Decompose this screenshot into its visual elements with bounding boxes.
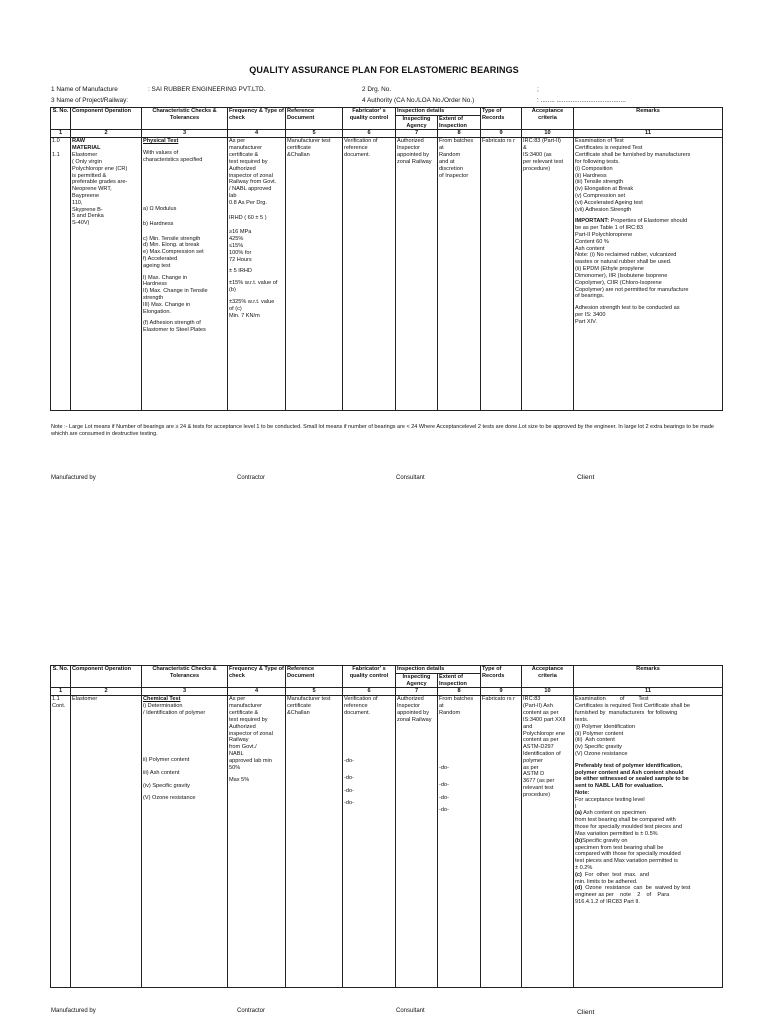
reference-cell (286, 696, 343, 988)
remarks-line: Certificates is required Test (575, 145, 643, 152)
remarks-line: tests. (575, 716, 589, 723)
col-number: 2 (71, 130, 142, 138)
frequency-line: certificate & (229, 710, 259, 717)
remarks-line: (iv) Elongation at Break (575, 186, 634, 193)
records-cell (481, 696, 522, 988)
frequency-line: Authorized (229, 165, 256, 172)
remarks-cell (574, 138, 723, 411)
component-line: preferable grades are- (72, 179, 128, 186)
col-head-acceptance: Acceptance criteria (522, 666, 574, 688)
col-number: 11 (574, 130, 723, 138)
characteristic-line: III) Max. Change in (143, 301, 191, 308)
acceptance-line: IRC:83 (Part-II) (523, 138, 561, 145)
extent-line: discretion (439, 165, 463, 172)
sno: 1.1 (52, 696, 60, 703)
col-number: 3 (142, 130, 228, 138)
frequency-line: inspector of zonal (229, 172, 273, 179)
signature-client: Client (577, 474, 595, 481)
agency-line: Authorized (397, 138, 424, 145)
remarks-line: Part XIV. (575, 318, 597, 325)
extent-do: -do- (439, 807, 449, 814)
remarks-item-b-text: Specific gravity on (582, 837, 628, 844)
col-head-inspection: Inspection details (396, 108, 481, 116)
remarks-line: ± 0.2% (575, 864, 593, 871)
component-line: ( Only virgin (72, 158, 102, 165)
agency-cell (396, 696, 438, 988)
characteristic-line: II) Max. Change in Tensile (143, 288, 208, 295)
authority-value: : ........ ....................................... (537, 97, 626, 104)
remarks-line: Note: (i) No reclaimed rubber, vulcanized (575, 252, 677, 259)
component-line: 5 and Denka (72, 213, 104, 220)
frequency-line: ≤15% (229, 243, 244, 249)
characteristic-line: Elongation. (143, 308, 171, 315)
remarks-bold-line: Note: (575, 790, 590, 796)
remarks-line: (V) Ozone resistance (575, 750, 628, 757)
col-head-sno: S. No. (51, 108, 71, 130)
component-line: is permitted & (72, 172, 107, 179)
frequency-cell (228, 138, 286, 411)
reference-line: &Challan (287, 152, 310, 159)
component-line: Elastomer (72, 152, 98, 159)
remarks-line: (iv) Specific gravity (575, 744, 622, 751)
characteristic-line: strength (143, 295, 164, 301)
extent-line: and at (439, 158, 455, 165)
reference-line: certificate (287, 145, 311, 152)
signature-contractor: Contractor (237, 1008, 266, 1014)
reference-line: &Challan (287, 710, 310, 717)
component-cell (71, 138, 142, 411)
acceptance-line: Identification of (523, 750, 561, 757)
col-number: 6 (343, 688, 396, 696)
remarks-line: (ii) Polymer content (575, 730, 624, 737)
frequency-line: 425% (229, 236, 244, 243)
remarks-line: Examination of Test (575, 696, 649, 703)
acceptance-line: IS:3400 (as (523, 152, 552, 159)
remarks-line (575, 885, 721, 892)
acceptance-line: procedure) (523, 791, 551, 798)
frequency-line: / NABL approved (229, 186, 272, 193)
reference-line: Manufacturer test (287, 696, 331, 703)
project-label: 3 Name of Project/Railway: (51, 97, 129, 104)
col-head-fabricator: Fabricator’ s quality control (343, 108, 396, 130)
remarks-item-c-text: For other test max. and (581, 871, 649, 878)
col-head-sno: S. No. (51, 666, 71, 688)
characteristic-line: i) Determination (143, 703, 183, 710)
fabricator-line: Verification of (344, 696, 378, 703)
remarks-line: of bearings. (575, 293, 605, 300)
characteristic-line: b) Hardness (143, 220, 174, 227)
extent-line: of Inspector (439, 172, 469, 179)
remarks-bold-line: sent to NABL LAB for evaluation. (575, 783, 664, 790)
col-number: 9 (481, 130, 522, 138)
agency-line: zonal Railway (397, 158, 432, 165)
agency-line: Inspector (397, 703, 421, 710)
drawing-no-value: ; (537, 86, 539, 93)
remarks-line: (ii) EPDM (Ethyle propylene (575, 266, 645, 273)
acceptance-line: content as per (523, 710, 559, 717)
fabricator-cell (343, 696, 396, 988)
remarks-bold-line: Preferably test of polymer identification, (575, 762, 682, 769)
extent-do: -do- (439, 764, 449, 771)
agency-line: zonal Railway (397, 716, 432, 723)
acceptance-line: procedure) (523, 165, 551, 172)
characteristic-line: (iv) Specific gravity (143, 782, 190, 789)
remarks-bold-line: polymer content and Ash content should (575, 769, 684, 776)
acceptance-line: as per (523, 764, 539, 771)
col-number: 1 (51, 688, 71, 696)
remarks-line (575, 838, 721, 845)
frequency-line: 72 Hours (229, 256, 252, 263)
signature-consultant: Consultant (396, 475, 425, 481)
frequency-line: lab (229, 192, 237, 199)
col-head-component: Component Operation (71, 108, 142, 130)
col-head-acceptance: Acceptance criteria (522, 108, 574, 130)
col-number: 4 (228, 130, 286, 138)
records-text: Fabricato rs r (482, 696, 515, 703)
remarks-line: (ii) Hardness (575, 172, 607, 179)
signature-consultant: Consultant (396, 1008, 425, 1014)
component-cell (71, 696, 142, 988)
acceptance-line: relevant test (523, 785, 554, 791)
acceptance-line: IRC:83 (523, 696, 541, 703)
frequency-line: ±15% w.r.t. value of (229, 280, 278, 287)
col-number: 5 (286, 130, 343, 138)
acceptance-line: ASTM-D297 (523, 744, 554, 751)
component-line: Skyprene B- (72, 206, 103, 213)
remarks-line: Content 60 % (575, 238, 609, 245)
remarks-line (575, 810, 721, 817)
characteristic-line: characteristics specified (143, 157, 203, 164)
remarks-line: Dimonomer), IIR (Isobutene Isoprene (575, 272, 668, 279)
reference-cell (286, 138, 343, 411)
frequency-line: test required by (229, 716, 268, 723)
extent-do: -do- (439, 781, 449, 788)
remarks-line: Copolymer), CIIR (Chloro-Isoprene (575, 279, 662, 286)
signature-manufactured: Manufactured by (51, 475, 96, 481)
characteristic-line: (V) Ozone resistance (143, 795, 196, 802)
records-cell (481, 138, 522, 411)
frequency-line: (b) (229, 287, 236, 294)
remarks-line: Examination of Test (575, 138, 624, 145)
frequency-line: of (c) (229, 305, 242, 312)
fabricator-line: Verification of (344, 138, 378, 145)
remarks-line: Certificates is required Test Certificate shall be (575, 703, 690, 710)
remarks-line: Max variation permitted is ± 0.5% (575, 830, 658, 837)
manufacturer-label: 1 Name of Manufacture (51, 86, 118, 93)
agency-line: appointed by (397, 710, 430, 717)
col-number: 8 (438, 688, 481, 696)
characteristic-line: (f) Adhesion strength of (143, 320, 201, 327)
characteristic-cell (142, 138, 228, 411)
remarks-line: wastes or natural rubber shall be used. (575, 259, 672, 266)
sno: 1.1 (52, 152, 60, 159)
frequency-line: NABL (229, 750, 244, 757)
component-line: Neoprene WRT, (72, 186, 112, 193)
remarks-cell (574, 696, 723, 988)
sno-cell (51, 138, 71, 411)
frequency-line: ±325% w.r.t. value (229, 298, 275, 305)
fabricator-do: -do- (344, 774, 354, 781)
component-heading: MATERIAL (72, 145, 101, 152)
col-head-frequency: Frequency & Type of check (228, 108, 286, 130)
col-number: 2 (71, 688, 142, 696)
col-number: 6 (343, 130, 396, 138)
col-head-reference: Reference Document (286, 666, 343, 688)
characteristic-line: I) Max. Change in (143, 274, 188, 281)
lot-size-note: Note :- Large Lot means if Number of bearings are ≥ 24 & tests for acceptance level 1 to be conducted. Small lot means if number of bearings are < 24 Where Acceptancelevel 2 tests are done.Lot size to be approved by the engineer. In large lot 2 extra bearings to be made whichh are consumed in destructive testing. (51, 424, 714, 438)
frequency-line: ± 5 IRHD (229, 268, 252, 275)
remarks-line: compared with those for specially moulded (575, 851, 681, 858)
remarks-item-a-text: Ash content on specimen (581, 810, 646, 817)
acceptance-cell (522, 696, 574, 988)
extent-do: -do- (439, 794, 449, 801)
remarks-line: Adhesion strength test to be conducted as (575, 305, 680, 312)
signature-contractor: Contractor (237, 475, 266, 481)
acceptance-line: 3677 (as per (523, 778, 555, 785)
chemical-test-heading: Chemical Test (143, 696, 181, 703)
remarks-line: be as per Table 1 of IRC:83 (575, 225, 643, 232)
frequency-line: IRHD ( 60 ± 5 ) (229, 214, 267, 221)
fabricator-do: -do- (344, 757, 354, 764)
frequency-line: 0.8 As Per Drg. (229, 199, 267, 206)
frequency-line: certificate & (229, 152, 259, 159)
acceptance-line: ASTM D (523, 771, 545, 778)
characteristic-line: ii) Polymer content (143, 756, 190, 763)
col-number: 9 (481, 688, 522, 696)
col-head-agency: Inspecting Agency (396, 115, 438, 130)
remarks-line: test pieces and Max variation permitted is (575, 858, 678, 865)
remarks-line: Certificate shall be furnished by manufacturers (575, 152, 691, 159)
remarks-line: (vi) Accelerated Ageing test (575, 199, 643, 206)
col-head-records: Type of Records (481, 666, 522, 688)
col-number: 5 (286, 688, 343, 696)
col-head-inspection: Inspection details (396, 666, 481, 674)
col-head-fabricator: Fabricator’ s quality control (343, 666, 396, 688)
frequency-line: test required by (229, 158, 268, 165)
col-head-reference: Reference Document (286, 108, 343, 130)
col-number: 3 (142, 688, 228, 696)
remarks-line: per IS: 3400 (575, 311, 606, 318)
col-head-characteristic: Characteristic Checks & Tolerances (142, 666, 228, 688)
remarks-item-d: (d) (575, 885, 583, 892)
acceptance-line: (Part-II) Ash (523, 703, 553, 710)
remarks-line: for following tests. (575, 158, 620, 165)
signature-client: Client (577, 1009, 595, 1016)
remarks-line: (i) Composition (575, 165, 613, 172)
acceptance-line: Polychloropr ene (523, 730, 565, 737)
fabricator-line: reference (344, 703, 368, 710)
characteristic-line: iii) Ash content (143, 769, 180, 776)
sno-cell (51, 696, 71, 988)
characteristic-line: a) Ω Modulus (143, 205, 177, 212)
component-line: Polychloropr ene (CR) (72, 165, 128, 172)
qap-table-1 (50, 107, 723, 411)
agency-cell (396, 138, 438, 411)
fabricator-line: reference (344, 145, 368, 152)
fabricator-do: -do- (344, 787, 354, 794)
acceptance-line: per relevant test (523, 158, 564, 165)
col-number: 10 (522, 688, 574, 696)
characteristic-line: f) Accelerated (143, 255, 178, 262)
frequency-line: from Govt./ (229, 744, 257, 751)
characteristic-line: ageing test (143, 262, 171, 269)
acceptance-line: content as per (523, 737, 559, 744)
col-number: 7 (396, 130, 438, 138)
reference-line: certificate (287, 703, 311, 710)
manufacturer-value: : SAI RUBBER ENGINEERING PVT.LTD. (148, 86, 266, 93)
characteristic-line: / Identification of polymer (143, 710, 206, 717)
remarks-line: For acceptance testing level (575, 796, 645, 803)
component-heading: RAW (72, 138, 86, 145)
acceptance-line: & (523, 145, 527, 152)
component-line: Baypreene (72, 192, 100, 199)
frequency-line: 50% (229, 764, 241, 771)
page-title: QUALITY ASSURANCE PLAN FOR ELASTOMERIC BEARINGS (249, 65, 519, 75)
col-head-remarks: Remarks (574, 108, 723, 130)
frequency-cell (228, 696, 286, 988)
characteristic-line: c) Min. Tensile strength (143, 235, 201, 242)
characteristic-line: d) Min. Elong. at break (143, 242, 200, 249)
agency-line: Inspector (397, 145, 421, 152)
col-number: 7 (396, 688, 438, 696)
frequency-line: manufacturer (229, 703, 262, 710)
col-number: 10 (522, 130, 574, 138)
physical-test-heading: Physical Test (143, 138, 179, 145)
frequency-line: inspector of zonal (229, 730, 273, 737)
signature-manufactured: Manufactured by (51, 1008, 96, 1014)
extent-line: Random (439, 152, 461, 159)
remarks-line: Copolymer) are not permitted for manufacture (575, 286, 689, 293)
frequency-line: Railway from Govt. (229, 179, 277, 186)
characteristic-cell (142, 696, 228, 988)
remarks-line: min. limits to be adhered. (575, 878, 638, 885)
sno: 1.0 (52, 138, 60, 145)
extent-line: at (439, 145, 444, 152)
remarks-line: engineer as per note 2 of Para (575, 892, 670, 899)
col-head-records: Type of Records (481, 108, 522, 130)
fabricator-line: document. (344, 152, 371, 159)
reference-line: Manufacturer test (287, 138, 331, 145)
frequency-line: manufacturer (229, 145, 262, 152)
sno: Cont. (52, 703, 66, 710)
col-head-agency: Inspecting Agency (396, 673, 438, 688)
frequency-line: Min. 7 KN/m (229, 312, 260, 319)
extent-line: Random (439, 710, 461, 717)
remarks-item-d-text: Ozone resistance can be waived by test (582, 885, 691, 892)
remarks-item-b: (b) (575, 837, 583, 844)
col-number: 11 (574, 688, 723, 696)
drawing-no-label: 2 Drg. No. (362, 86, 392, 93)
remarks-item-c: (c) (575, 871, 582, 878)
remarks-line: those for specially moulded test pieces and (575, 824, 682, 831)
agency-line: appointed by (397, 152, 430, 159)
fabricator-do: -do- (344, 800, 354, 807)
col-head-frequency: Frequency & Type of check (228, 666, 286, 688)
extent-cell (438, 138, 481, 411)
acceptance-cell (522, 138, 574, 411)
characteristic-line: e) Max.Compression set (143, 249, 204, 256)
important-note (575, 218, 721, 225)
qap-table-2 (50, 665, 723, 988)
remarks-line: I (575, 803, 577, 810)
col-number: 8 (438, 130, 481, 138)
remarks-line: 916.4.1.2 of IRC83 Part II. (575, 899, 640, 905)
col-number: 1 (51, 130, 71, 138)
col-head-remarks: Remarks (574, 666, 723, 688)
remarks-line: Part-II Polychloroprene (575, 232, 633, 238)
frequency-line: As per (229, 696, 246, 703)
component-line: S-40V) (72, 220, 90, 227)
component-line: 110, (72, 199, 83, 206)
fabricator-cell (343, 138, 396, 411)
acceptance-line: IS:3400 part XXII (523, 716, 566, 723)
remarks-line: Ash content (575, 245, 605, 252)
remarks-line: (vii) Adhesion Strength (575, 206, 632, 213)
frequency-line: Max 5% (229, 777, 250, 784)
col-head-extent: Extent of Inspection (438, 115, 481, 130)
frequency-line: 100% for (229, 249, 252, 256)
frequency-line: ≥16 MPa (229, 229, 252, 236)
characteristic-line: With values of (143, 150, 179, 157)
col-head-characteristic: Characteristic Checks & Tolerances (142, 108, 228, 130)
remarks-item-a: (a) (575, 810, 582, 817)
acceptance-line: polymer (523, 757, 543, 764)
remarks-line: furnished by manufacturers for following (575, 710, 678, 717)
extent-line: From batches (439, 138, 474, 145)
characteristic-line: Elastomer to Steel Plates (143, 327, 206, 334)
remarks-line: (iii) Ash content (575, 737, 615, 744)
remarks-bold-line: be either witnessed or sealed sample to be (575, 776, 689, 783)
extent-line: From batches (439, 696, 474, 703)
important-label: IMPORTANT: (575, 218, 610, 225)
agency-line: Authorized (397, 696, 424, 703)
col-head-extent: Extent of Inspection (438, 673, 481, 688)
fabricator-line: document. (344, 710, 371, 717)
component-line: Elastomer (72, 696, 98, 703)
acceptance-line: and (523, 723, 533, 730)
important-text: Properties of Elastomer should (609, 218, 688, 225)
extent-line: at (439, 703, 444, 710)
characteristic-line: Hardness (143, 281, 167, 288)
extent-cell (438, 696, 481, 988)
remarks-line: (v) Compression set (575, 192, 626, 199)
remarks-line (575, 872, 721, 879)
authority-label: 4 Authority (CA No./LOA No./Order No.) (362, 97, 475, 104)
frequency-line: Railway (229, 737, 249, 744)
remarks-line: (i) Polymer Identification (575, 723, 635, 730)
col-head-component: Component Operation (71, 666, 142, 688)
remarks-line: (iii) Tensile strength (575, 179, 624, 186)
col-number: 4 (228, 688, 286, 696)
frequency-line: Authorized (229, 723, 256, 730)
records-text: Fabricato rs r (482, 138, 515, 145)
remarks-line: specimen from test bearing shall be (575, 844, 664, 851)
frequency-line: approved lab min (229, 757, 272, 764)
frequency-line: As per (229, 138, 246, 145)
remarks-line: from test bearing shall be compared with (575, 817, 676, 824)
